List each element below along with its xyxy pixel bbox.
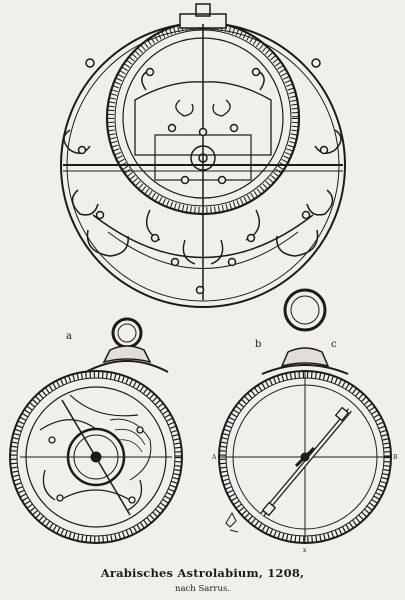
axis-label-x: x	[303, 547, 307, 554]
caption-title: Arabisches Astrolabium, 1208,	[100, 566, 305, 580]
astrolabe-front-view	[10, 319, 182, 543]
figure-label-c: c	[331, 339, 337, 350]
astrolabe-back-view	[219, 290, 391, 543]
small-hand-sketch	[226, 513, 238, 532]
figure-label-a: a	[66, 331, 72, 342]
figure-label-b: b	[255, 339, 262, 350]
large-astrolabe-rete	[61, 4, 345, 307]
axis-label-b: B	[393, 454, 398, 461]
axis-label-a: A	[212, 454, 217, 461]
caption-subtitle: nach Sarrus.	[174, 584, 231, 594]
